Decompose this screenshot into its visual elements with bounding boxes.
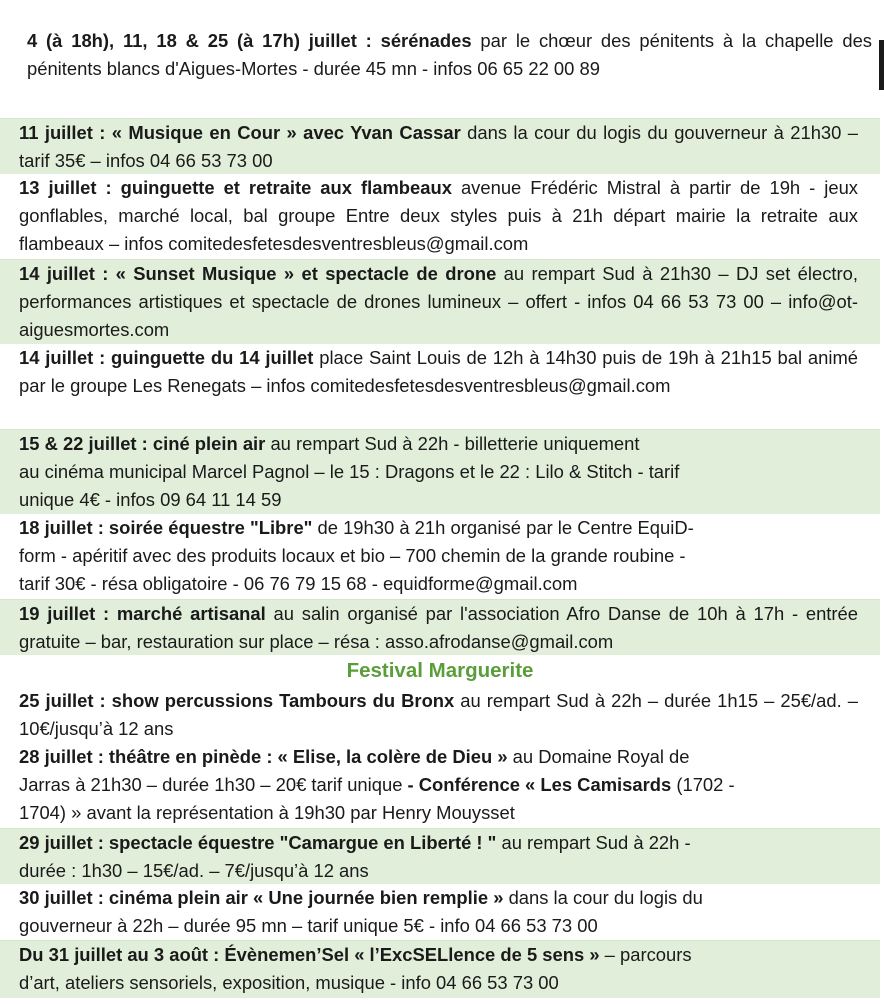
intro-title: 4 (à 18h), 11, 18 & 25 (à 17h) juillet : sérénades [27, 30, 472, 51]
event-text-line: 1704) » avant la représentation à 19h30 par Henry Mouysset [19, 802, 515, 823]
event-title: 14 juillet : « Sunset Musique » et spectacle de drone [19, 263, 497, 284]
event-title: 14 juillet : guinguette du 14 juillet [19, 347, 314, 368]
event-title: 29 juillet : spectacle équestre "Camargue en Liberté ! " [19, 832, 497, 853]
event-item [0, 828, 880, 884]
event-subtitle: - Conférence « Les Camisards [407, 774, 672, 795]
event-list [0, 118, 884, 998]
event-text: au rempart Sud à 22h - billetterie uniquement [265, 433, 640, 454]
event-title: 30 juillet : cinéma plein air « Une journée bien remplie » [19, 887, 504, 908]
event-text: de 19h30 à 21h organisé par le Centre EquiD- [312, 517, 694, 538]
event-item [0, 743, 880, 828]
event-title: 15 & 22 juillet : ciné plein air [19, 433, 266, 454]
intro-paragraph [27, 27, 872, 83]
event-text-line: gouverneur à 22h – durée 95 mn – tarif unique 5€ - info 04 66 53 73 00 [19, 915, 598, 936]
event-text: au rempart Sud à 22h - [496, 832, 691, 853]
event-title: 18 juillet : soirée équestre "Libre" [19, 517, 313, 538]
event-item [0, 259, 880, 344]
event-text-line: unique 4€ - infos 09 64 11 14 59 [19, 489, 282, 510]
event-text-line: d’art, ateliers sensoriels, exposition, musique - info 04 66 53 73 00 [19, 972, 559, 993]
event-text: au Domaine Royal de [507, 746, 690, 767]
event-text: – parcours [599, 944, 692, 965]
event-text-line: durée : 1h30 – 15€/ad. – 7€/jusqu’à 12 ans [19, 860, 369, 881]
event-item [0, 429, 880, 514]
event-text: avenue Frédéric Mistral à partir de 19h - jeux gonflables, marché local, bal groupe Entre deux styles puis à 21h départ mairie la retraite aux flambeaux – infos comitedesfetesdesventresbleus@gmail.com [19, 177, 859, 254]
event-item [0, 884, 880, 940]
event-item [0, 514, 880, 599]
event-text: au rempart Sud à 21h30 – DJ set électro, performances artistiques et spectacle de drones lumineux – offert - infos 04 66 53 73 00 – info@ot-aiguesmortes.com [19, 263, 858, 340]
event-item [0, 118, 880, 174]
event-item [0, 174, 880, 259]
edge-bar [879, 40, 884, 90]
event-text-line: Jarras à 21h30 – durée 1h30 – 20€ tarif unique [19, 774, 408, 795]
event-text-line: tarif 30€ - résa obligatoire - 06 76 79 15 68 - equidforme@gmail.com [19, 573, 578, 594]
event-text-line: (1702 - [671, 774, 735, 795]
event-item [0, 344, 880, 429]
event-title: 19 juillet : marché artisanal [19, 603, 266, 624]
event-text: au salin organisé par l'association Afro Danse de 10h à 17h - entrée gratuite – bar, restauration sur place – résa : asso.afrodanse@gmail.com [19, 603, 858, 652]
event-text: dans la cour du logis du gouverneur à 21h30 – tarif 35€ – infos 04 66 53 73 00 [19, 122, 858, 171]
event-title: 11 juillet : « Musique en Cour » avec Yvan Cassar [19, 122, 461, 143]
event-title: 13 juillet : guinguette et retraite aux flambeaux [19, 177, 452, 198]
event-text-line: au cinéma municipal Marcel Pagnol – le 15 : Dragons et le 22 : Lilo & Stitch - tarif [19, 461, 680, 482]
intro-text: par le chœur des pénitents à la chapelle des pénitents blancs d'Aigues-Mortes - durée 45 mn - infos 06 65 22 00 89 [27, 30, 872, 79]
event-item [0, 687, 880, 743]
event-text-line: form - apéritif avec des produits locaux et bio – 700 chemin de la grande roubine - [19, 545, 686, 566]
event-item [0, 940, 880, 998]
event-title: 25 juillet : show percussions Tambours du Bronx [19, 690, 455, 711]
event-text: dans la cour du logis du [503, 887, 703, 908]
event-title: Du 31 juillet au 3 août : Évènemen’Sel « l’ExcSELlence de 5 sens » [19, 944, 600, 965]
event-item [0, 599, 880, 655]
event-text: place Saint Louis de 12h à 14h30 puis de 19h à 21h15 bal animé par le groupe Les Renegats – infos comitedesfetesdesventresbleus@gmail.com [19, 347, 858, 396]
festival-heading: Festival Marguerite [346, 659, 534, 682]
event-text: au rempart Sud à 22h – durée 1h15 – 25€/ad. – 10€/jusqu’à 12 ans [19, 690, 858, 739]
event-title: 28 juillet : théâtre en pinède : « Elise, la colère de Dieu » [19, 746, 508, 767]
